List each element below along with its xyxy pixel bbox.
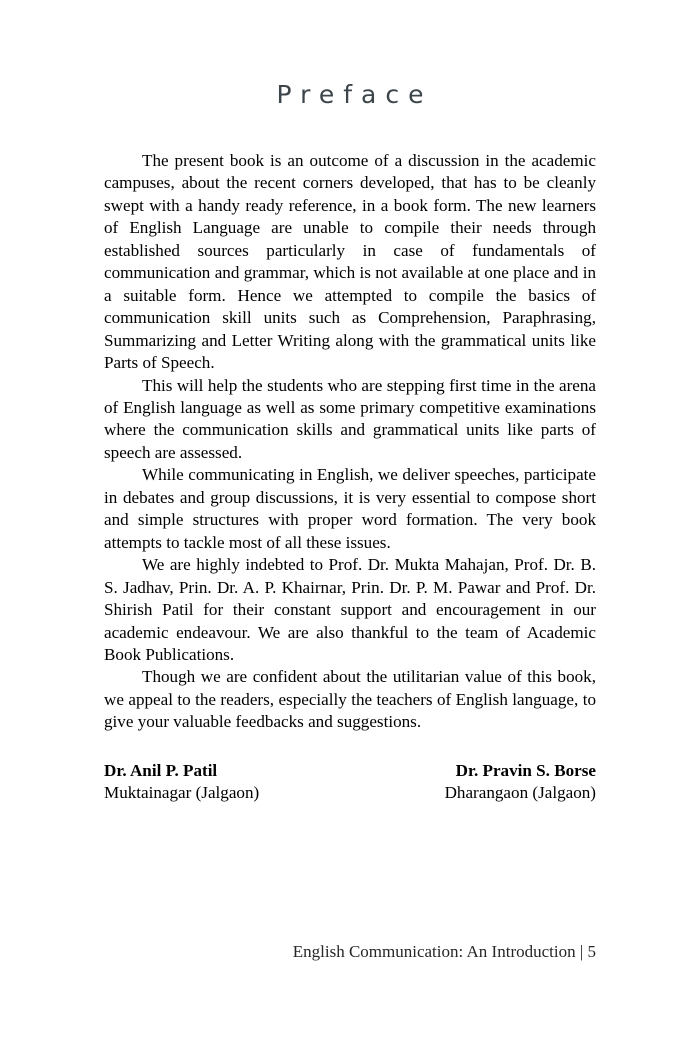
paragraph-1: The present book is an outcome of a discussion in the academic campuses, about the recent corners developed, that has to be cleanly swept with a handy ready reference, in a book form. The new learners of English Language are unable to compile their needs through established sources particularly in case of fundamentals of communication and grammar, which is not available at one place and in a suitable form. Hence we attempted to compile the basics of communication skill units such as Comprehension, Paraphrasing, Summarizing and Letter Writing along with the grammatical units like Parts of Speech. bbox=[104, 151, 596, 373]
author-name-right: Dr. Pravin S. Borse bbox=[455, 760, 596, 780]
page-title: Preface bbox=[276, 80, 433, 109]
signature-author-left bbox=[104, 760, 259, 805]
paragraph-5: Though we are confident about the utilitarian value of this book, we appeal to the readers, especially the teachers of English language, to give your valuable feedbacks and suggestions. bbox=[104, 667, 596, 732]
author-name-left: Dr. Anil P. Patil bbox=[104, 760, 218, 780]
author-location-left: Muktainagar (Jalgaon) bbox=[104, 783, 260, 803]
paragraph-3: While communicating in English, we deliver speeches, participate in debates and group discussions, it is very essential to compose short and simple structures with proper word formation. The very book attempts to tackle most of all these issues. bbox=[104, 465, 596, 552]
signature-block bbox=[104, 760, 596, 805]
page-footer: English Communication: An Introduction | 5 bbox=[292, 942, 596, 961]
paragraph-4: We are highly indebted to Prof. Dr. Mukta Mahajan, Prof. Dr. B. S. Jadhav, Prin. Dr. A. P. Khairnar, Prin. Dr. P. M. Pawar and Prof. Dr. Shirish Patil for their constant support and encouragement in our academic endeavour. We are also thankful to the team of Academic Book Publications. bbox=[104, 555, 596, 664]
signature-author-right bbox=[445, 760, 596, 805]
paragraph-2: This will help the students who are stepping first time in the arena of English language as well as some primary competitive examinations where the communication skills and grammatical units like parts of speech are assessed. bbox=[104, 375, 596, 462]
author-location-right: Dharangaon (Jalgaon) bbox=[444, 783, 596, 803]
preface-body bbox=[104, 150, 596, 805]
